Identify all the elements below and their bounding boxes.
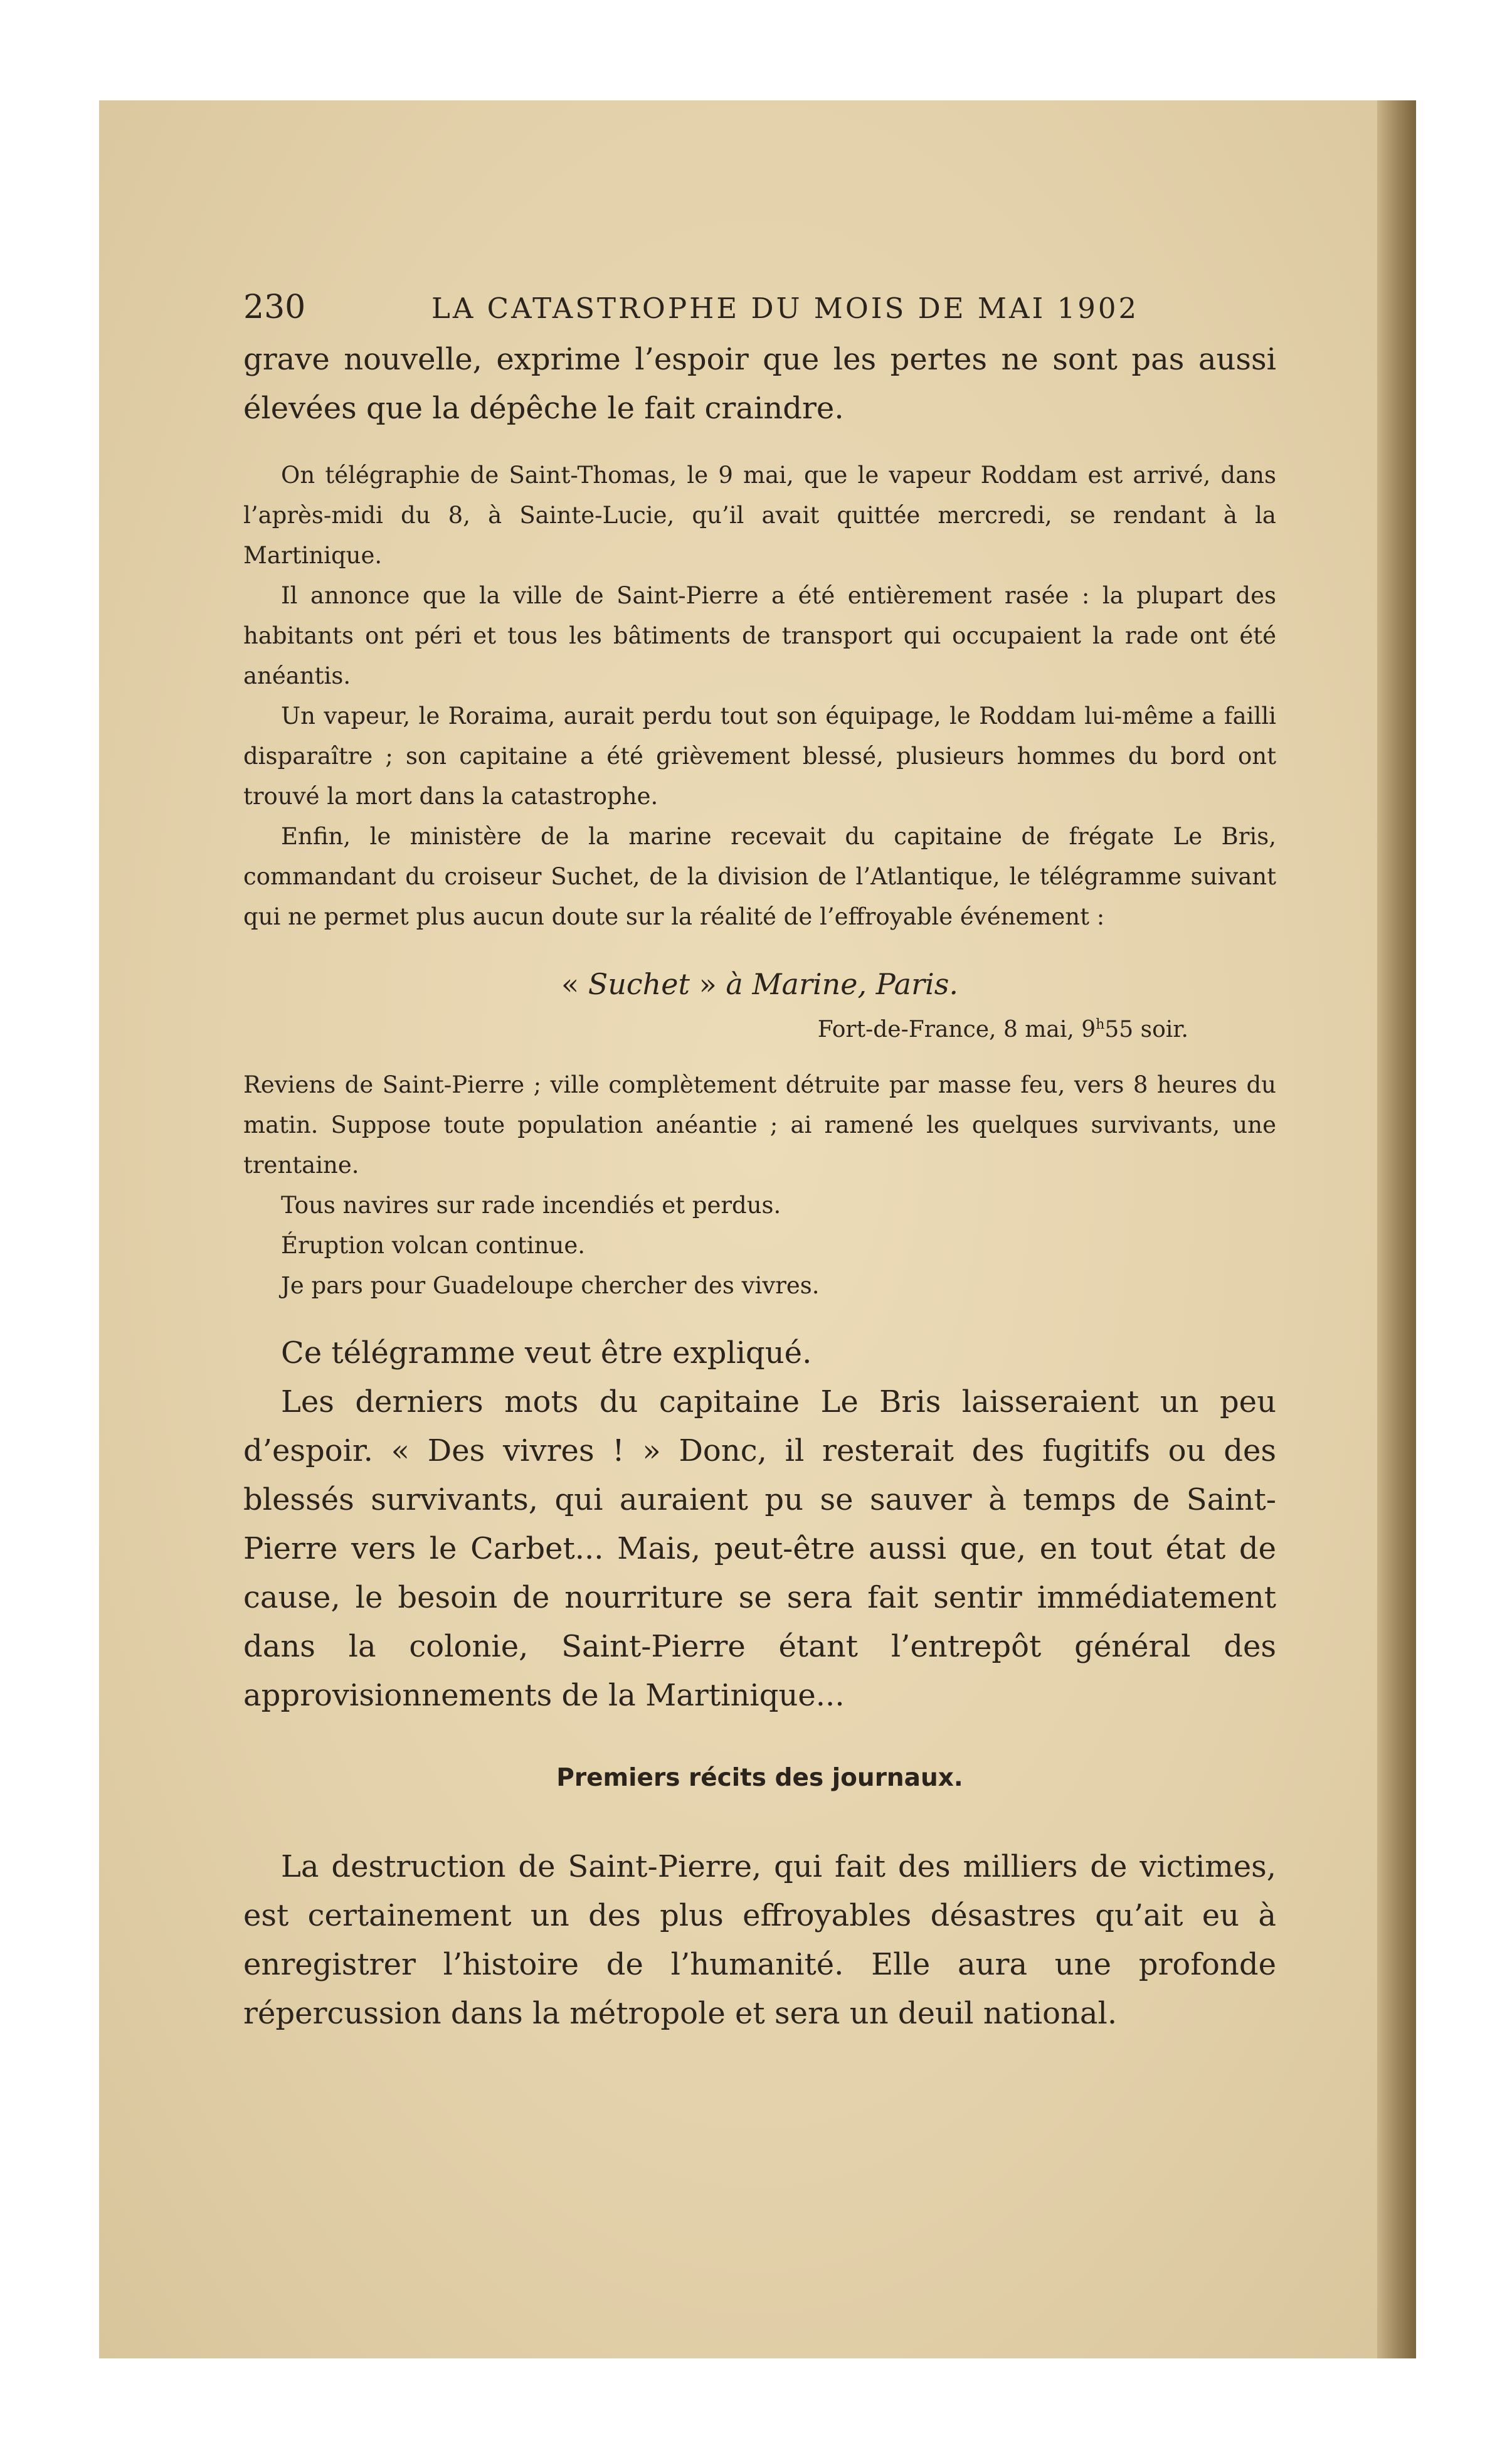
- paragraph-le-bris: Enfin, le ministère de la marine recevait du capitaine de frégate Le Bris, commandant du croiseur Suchet, de la division de l’Atlantique, le télégramme suivant qui ne permet plus aucun doute sur la réalité de l’effroyable événement :: [243, 823, 1276, 930]
- section-heading: Premiers récits des journaux.: [556, 1764, 963, 1792]
- telegram-line-4: Je pars pour Guadeloupe chercher des vivres.: [281, 1272, 820, 1299]
- commentary-body: Les derniers mots du capitaine Le Bris laisseraient un peu d’espoir. « Des vivres ! » Donc, il resterait des fugitifs ou des blessés survivants, qui auraient pu se sauver à temps de Saint-Pierre vers le Carbet... Mais, peut-être aussi que, en tout état de cause, le besoin de nourriture se sera fait sentir immédiatement dans la colonie, Saint-Pierre étant l’entrepôt général des approvisionnements de la Martinique...: [243, 1384, 1276, 1713]
- telegram-header: [243, 962, 1276, 1006]
- section-paragraph: La destruction de Saint-Pierre, qui fait des milliers de victimes, est certainement un des plus effroyables désastres qu’ait eu à enregistrer l’histoire de l’humanité. Elle aura une profonde répercussion dans la métropole et sera un deuil national.: [243, 1849, 1276, 2031]
- telegram-close-quote: »: [690, 967, 726, 1001]
- page-number: 230: [243, 289, 306, 326]
- paragraph-ville-rasee: Il annonce que la ville de Saint-Pierre a été entièrement rasée : la plupart des habitants ont péri et tous les bâtiments de transport qui occupaient la rade ont été anéantis.: [243, 582, 1276, 689]
- telegram-open-quote: «: [561, 967, 588, 1001]
- running-head: [243, 289, 1276, 326]
- paragraph-saint-thomas: On télégraphie de Saint-Thomas, le 9 mai, que le vapeur Roddam est arrivé, dans l’après-midi du 8, à Sainte-Lucie, qu’il avait quittée mercredi, se rendant à la Martinique.: [243, 462, 1276, 569]
- telegram-hour-sup: h: [1096, 1017, 1105, 1032]
- commentary-intro: Ce télégramme veut être expliqué.: [281, 1335, 812, 1371]
- telegram-line-2: Tous navires sur rade incendiés et perdus.: [281, 1192, 781, 1219]
- running-head-title: LA CATASTROPHE DU MOIS DE MAI 1902: [431, 292, 1139, 325]
- telegram-line-1: Reviens de Saint-Pierre ; ville complètement détruite par masse feu, vers 8 heures du matin. Suppose toute population anéantie ; ai ramené les quelques survivants, une trentaine.: [243, 1071, 1276, 1179]
- telegram-ship: Suchet: [588, 967, 690, 1001]
- telegram-date: [243, 1006, 1276, 1049]
- paragraph-continued: grave nouvelle, exprime l’espoir que les pertes ne sont pas aussi élevées que la dépêche le fait craindre.: [243, 342, 1276, 426]
- paragraph-roraima: Un vapeur, le Roraima, aurait perdu tout son équipage, le Roddam lui-même a failli disparaître ; son capitaine a été grièvement blessé, plusieurs hommes du bord ont trouvé la mort dans la catastrophe.: [243, 703, 1276, 810]
- book-page: [99, 100, 1416, 2358]
- book-spine-shadow: [1377, 100, 1416, 2358]
- telegram-place-date: Fort-de-France, 8 mai, 9: [817, 1017, 1096, 1042]
- telegram-line-3: Éruption volcan continue.: [281, 1232, 586, 1259]
- page-text-block: [243, 289, 1276, 2038]
- telegram-time: 55 soir.: [1104, 1017, 1188, 1042]
- telegram-destination: à Marine, Paris.: [726, 967, 958, 1001]
